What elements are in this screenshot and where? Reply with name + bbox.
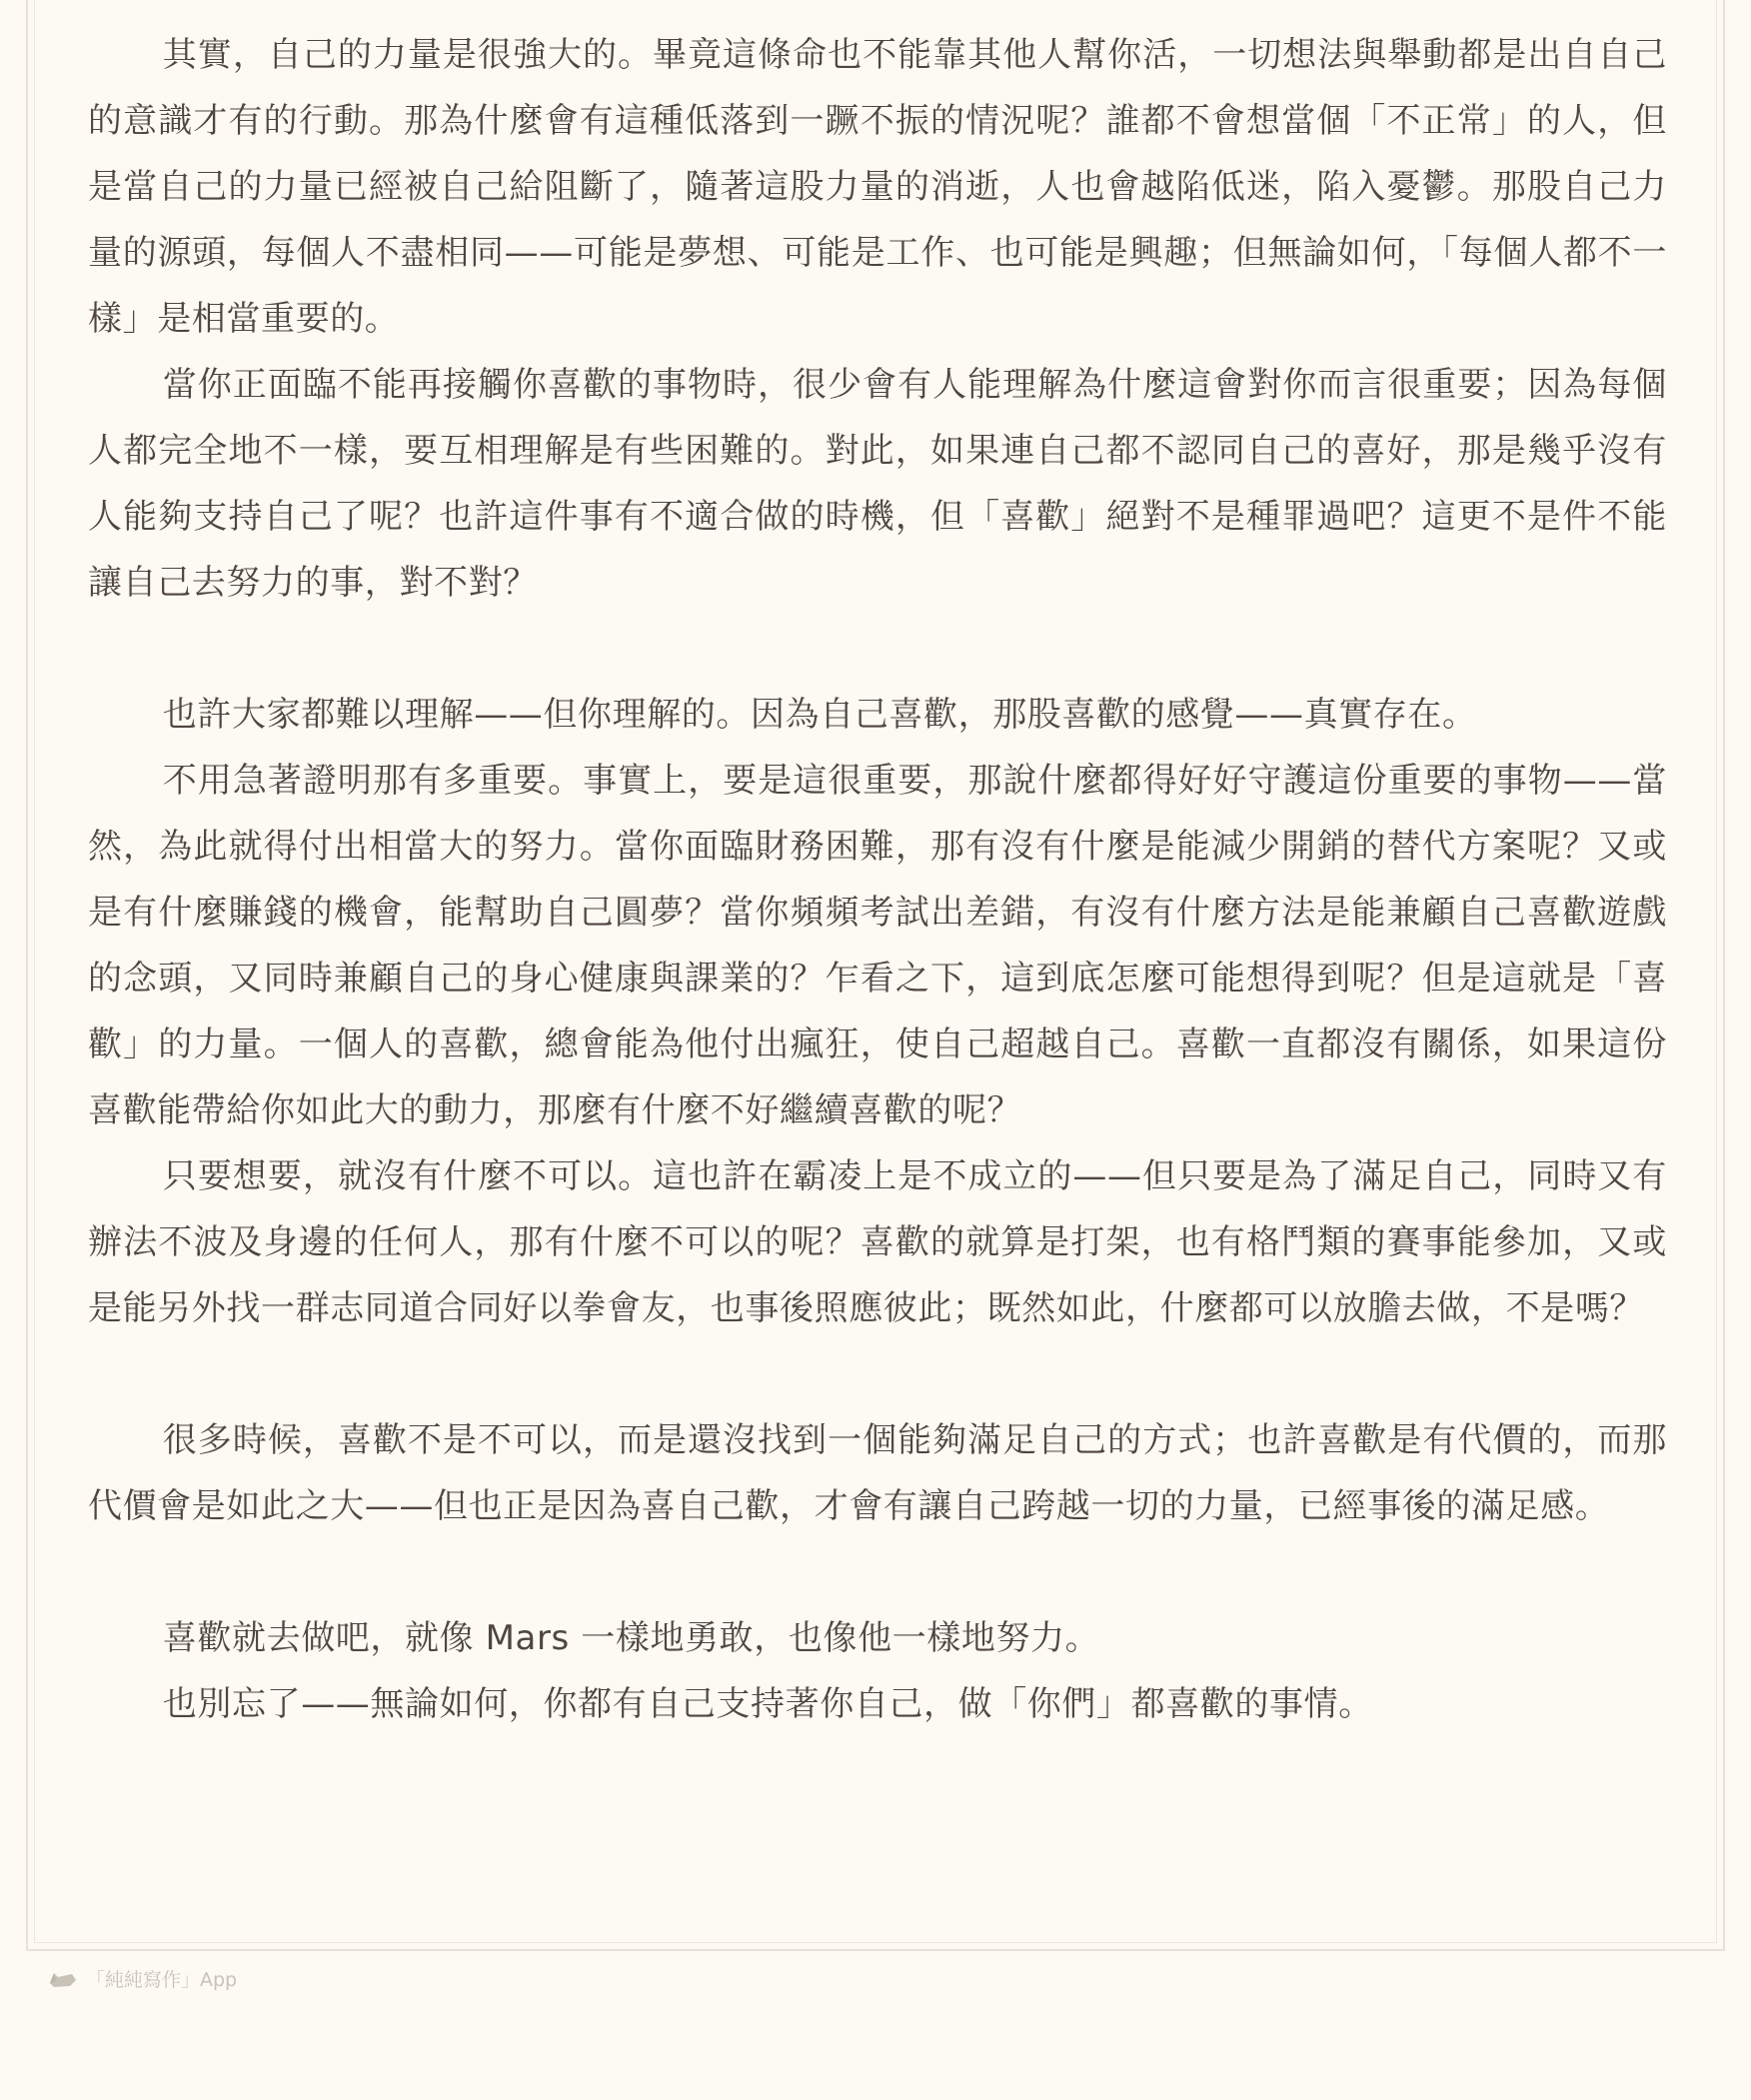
paragraph-6: 很多時候，喜歡不是不可以，而是還沒找到一個能夠滿足自己的方式；也許喜歡是有代價的，而那代價會是如此之大——但也正是因為喜自己歡，才會有讓自己跨越一切的力量，已經事後的滿足感。 <box>88 1420 1667 1526</box>
app-watermark-label: 「純純寫作」App <box>86 1969 238 1991</box>
paragraph-5: 只要想要，就沒有什麼不可以。這也許在霸凌上是不成立的——但只要是為了滿足自己，同時又有辦法不波及身邊的任何人，那有什麼不可以的呢？喜歡的就算是打架，也有格鬥類的賽事能參加，又或是能另外找一群志同道合同好以拳會友，也事後照應彼此；既然如此，什麼都可以放膽去做，不是嗎？ <box>88 1156 1667 1328</box>
paragraph-gap <box>88 1539 1667 1605</box>
paragraph-2: 當你正面臨不能再接觸你喜歡的事物時，很少會有人能理解為什麼這會對你而言很重要；因為每個人都完全地不一樣，要互相理解是有些困難的。對此，如果連自己都不認同自己的喜好，那是幾乎沒有人能夠支持自己了呢？也許這件事有不適合做的時機，但「喜歡」絕對不是種罪過吧？這更不是件不能讓自己去努力的事，對不對？ <box>88 365 1667 603</box>
paragraph-1: 其實，自己的力量是很強大的。畢竟這條命也不能靠其他人幫你活，一切想法與舉動都是出自自己的意識才有的行動。那為什麼會有這種低落到一蹶不振的情況呢？誰都不會想當個「不正常」的人，但是當自己的力量已經被自己給阻斷了，隨著這股力量的消逝，人也會越陷低迷，陷入憂鬱。那股自己力量的源頭，每個人不盡相同——可能是夢想、可能是工作、也可能是興趣；但無論如何，「每個人都不一樣」是相當重要的。 <box>88 35 1667 339</box>
bird-icon <box>48 1968 78 1990</box>
paragraph-4: 不用急著證明那有多重要。事實上，要是這很重要，那說什麼都得好好守護這份重要的事物——當然，為此就得付出相當大的努力。當你面臨財務困難，那有沒有什麼是能減少開銷的替代方案呢？又或是有什麼賺錢的機會，能幫助自己圓夢？當你頻頻考試出差錯，有沒有什麼方法是能兼顧自己喜歡遊戲的念頭，又同時兼顧自己的身心健康與課業的？乍看之下，這到底怎麼可能想得到呢？但是這就是「喜歡」的力量。一個人的喜歡，總會能為他付出瘋狂，使自己超越自己。喜歡一直都沒有關係，如果這份喜歡能帶給你如此大的動力，那麼有什麼不好繼續喜歡的呢？ <box>88 761 1667 1130</box>
paragraph-3: 也許大家都難以理解——但你理解的。因為自己喜歡，那股喜歡的感覺——真實存在。 <box>162 695 1477 735</box>
paragraph-gap <box>88 616 1667 682</box>
app-watermark <box>48 1965 237 1992</box>
article-body <box>88 22 1667 1737</box>
paragraph-8: 也別忘了——無論如何，你都有自己支持著你自己，做「你們」都喜歡的事情。 <box>162 1684 1373 1724</box>
paragraph-7: 喜歡就去做吧，就像 Mars 一樣地勇敢，也像他一樣地努力。 <box>162 1618 1100 1658</box>
paragraph-gap <box>88 1341 1667 1407</box>
